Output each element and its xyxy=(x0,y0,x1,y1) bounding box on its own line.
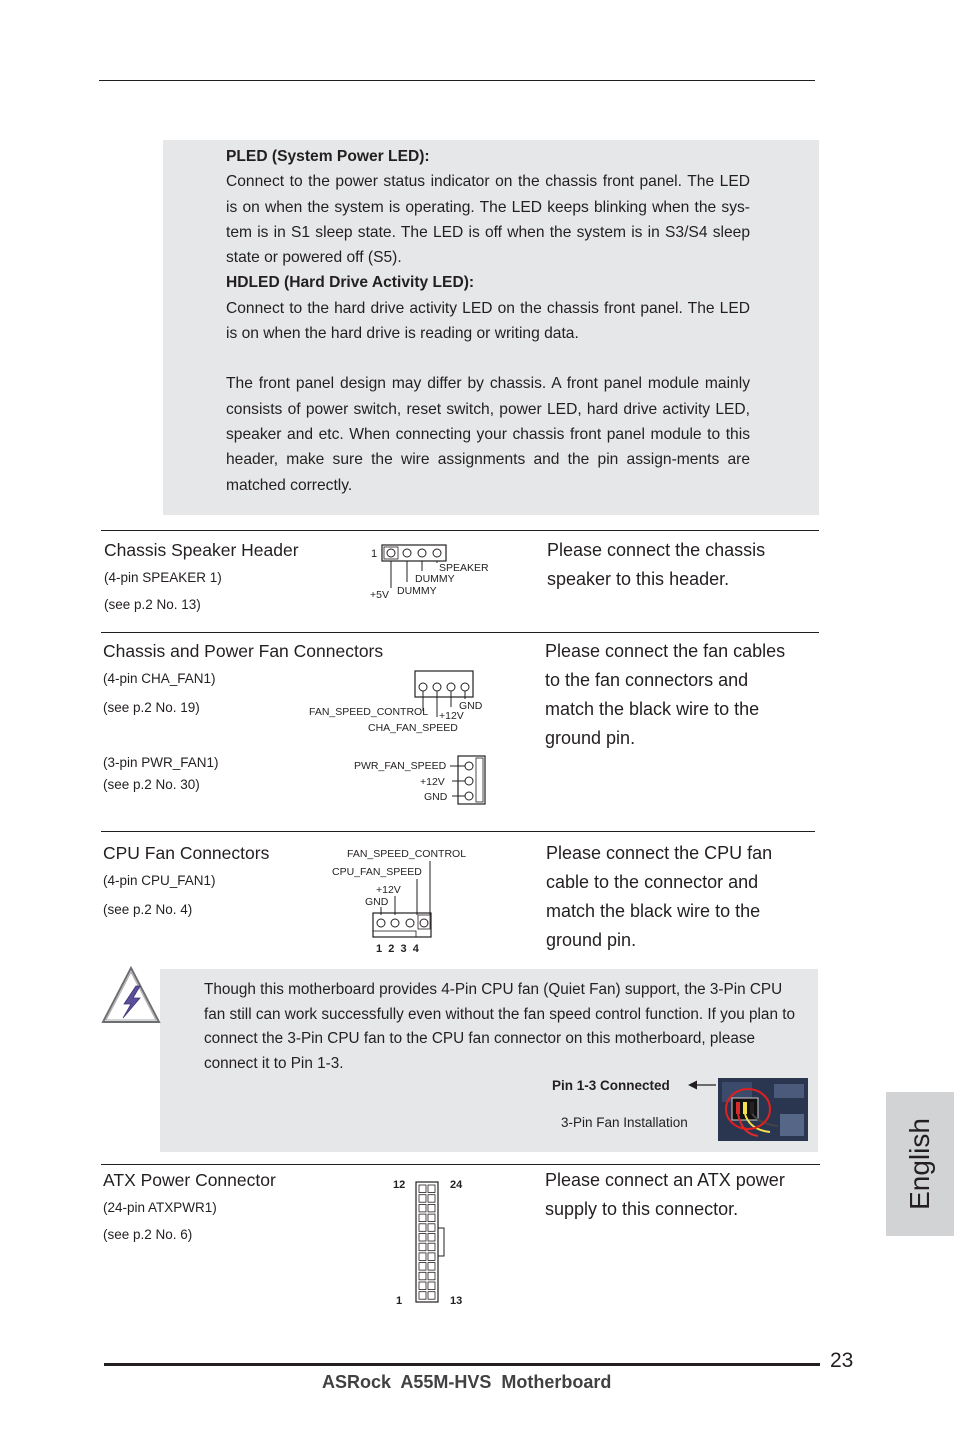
cha-fan-diagram xyxy=(305,665,500,737)
pwr-fan-speed-label: PWR_FAN_SPEED xyxy=(354,760,447,772)
atx-pin13-label: 13 xyxy=(450,1295,463,1307)
hdled-title: HDLED (Hard Drive Activity LED): xyxy=(226,274,475,292)
fans-desc-line1: Please connect the fan cables xyxy=(545,641,786,661)
atx-pin xyxy=(419,1292,426,1300)
atx-pin xyxy=(419,1282,426,1290)
speaker-5v-label: +5V xyxy=(370,589,389,601)
cpu-fan-diagram xyxy=(328,843,473,958)
speaker-pin-label: (4-pin SPEAKER 1) xyxy=(104,570,222,585)
atx-title: ATX Power Connector xyxy=(103,1170,276,1190)
page-number: 23 xyxy=(830,1349,854,1372)
module-text: The front panel design may differ by chassis. A front panel module mainly consists of power switch, reset switch, power LED, hard drive activity LED, speaker and etc. When connecting your chassis front panel module to this header, make sure the wire assignments and the pin assign-ments are matched correctly. xyxy=(226,375,750,494)
fans-desc-line3: match the black wire to the xyxy=(545,699,760,719)
speaker-header-diagram xyxy=(365,540,500,605)
speaker-top-rule xyxy=(101,530,819,531)
cpu-fan-title: CPU Fan Connectors xyxy=(103,843,270,863)
speaker-ref: (see p.2 No. 13) xyxy=(104,597,201,612)
atx-pin xyxy=(428,1263,435,1271)
atx-pin xyxy=(419,1214,426,1222)
language-tab xyxy=(886,1092,954,1236)
pled-title: PLED (System Power LED): xyxy=(226,148,430,165)
atx-pin xyxy=(419,1195,426,1203)
speaker-description xyxy=(547,536,765,594)
cpu-fan-note-text: Though this motherboard provides 4-Pin CPU fan (Quiet Fan) support, the 3-Pin CPU fan still can work successfully even without the fan speed control function. If you plan to connect the 3-Pin CPU fan to the CPU fan connector on this motherboard, please connect it to Pin 1-3. xyxy=(204,981,795,1072)
pwr-fan-pin-label: (3-pin PWR_FAN1) xyxy=(103,755,219,770)
cha-fan-12v-label: +12V xyxy=(439,710,464,722)
cpu-fan-control-label: FAN_SPEED_CONTROL xyxy=(347,848,467,860)
fans-description xyxy=(545,637,785,753)
footer-title: ASRock A55M-HVS Motherboard xyxy=(322,1372,612,1392)
cpu-fan-gnd-label: GND xyxy=(365,896,389,908)
cha-fan-control-label: FAN_SPEED_CONTROL xyxy=(309,706,429,718)
fans-desc-line2: to the fan connectors and xyxy=(545,670,749,690)
speaker-desc-line2: speaker to this header. xyxy=(547,569,730,589)
language-tab-label: English xyxy=(904,1118,935,1210)
atx-pin xyxy=(428,1185,435,1193)
pwr-fan-12v-label: +12V xyxy=(420,776,445,788)
speaker-pin1-label: 1 xyxy=(371,548,378,560)
cha-fan-ref: (see p.2 No. 19) xyxy=(103,700,200,715)
atx-pin-label: (24-pin ATXPWR1) xyxy=(103,1200,217,1215)
speaker-dummy2-label: DUMMY xyxy=(397,585,437,597)
cha-fan-gnd-label: GND xyxy=(459,700,483,712)
fans-title: Chassis and Power Fan Connectors xyxy=(103,641,384,661)
top-rule xyxy=(99,80,815,81)
front-panel-notes xyxy=(226,144,750,498)
atx-pin xyxy=(419,1185,426,1193)
atx-pin xyxy=(428,1282,435,1290)
fan-install-caption: 3-Pin Fan Installation xyxy=(561,1115,688,1130)
atx-pin xyxy=(419,1272,426,1280)
atx-pin xyxy=(419,1263,426,1271)
cpu-fan-desc-line4: ground pin. xyxy=(546,930,637,950)
atx-pin xyxy=(428,1234,435,1242)
atx-pin xyxy=(428,1224,435,1232)
cha-fan-pin-label: (4-pin CHA_FAN1) xyxy=(103,671,216,686)
cpu-fan-desc-line3: match the black wire to the xyxy=(546,901,761,921)
atx-top-rule xyxy=(101,1164,820,1165)
fans-top-rule xyxy=(101,632,819,633)
pwr-fan-ref: (see p.2 No. 30) xyxy=(103,777,200,792)
atx-pin-grid xyxy=(419,1185,435,1299)
cpu-fan-12v-label: +12V xyxy=(376,884,401,896)
speaker-desc-line1: Please connect the chassis xyxy=(547,540,766,560)
footer-rule xyxy=(104,1363,820,1366)
cpu-fan-top-rule xyxy=(101,831,815,832)
fans-desc-line4: ground pin. xyxy=(545,728,636,748)
cpu-fan-description xyxy=(546,839,772,955)
cpu-fan-pin-numbers: 1 2 3 4 xyxy=(376,943,419,955)
atx-description xyxy=(545,1166,785,1224)
cpu-fan-desc-line2: cable to the connector and xyxy=(546,872,759,892)
warning-icon xyxy=(100,966,162,1026)
cpu-fan-pin-label: (4-pin CPU_FAN1) xyxy=(103,873,216,888)
cpu-fan-desc-line1: Please connect the CPU fan xyxy=(546,843,773,863)
pled-text: Connect to the power status indicator on the chassis front panel. The LED is on when the system is operating. The LED keeps blinking when the sys-tem is in S1 sleep state. The LED is off when the system is in S3/S4 sleep state or powered off (S5). xyxy=(226,173,750,267)
cpu-fan-ref: (see p.2 No. 4) xyxy=(103,902,193,917)
speaker-speaker-label: SPEAKER xyxy=(439,562,489,574)
atx-desc-line1: Please connect an ATX power xyxy=(545,1170,785,1190)
pin-connected-label: Pin 1-3 Connected xyxy=(552,1078,670,1093)
speaker-dummy1-label: DUMMY xyxy=(415,573,455,585)
atx-desc-line2: supply to this connector. xyxy=(545,1199,739,1219)
atx-pin xyxy=(428,1272,435,1280)
atx-pin xyxy=(419,1243,426,1251)
pwr-fan-diagram xyxy=(350,752,490,808)
atx-pin12-label: 12 xyxy=(393,1179,406,1191)
atx-pin xyxy=(419,1224,426,1232)
atx-pin xyxy=(419,1253,426,1261)
atx-pin xyxy=(428,1204,435,1212)
cha-fan-speed-label: CHA_FAN_SPEED xyxy=(368,722,458,734)
atx-pin xyxy=(419,1204,426,1212)
arrow-left-icon xyxy=(687,1079,717,1091)
atx-pin xyxy=(428,1253,435,1261)
atx-pin xyxy=(428,1292,435,1300)
speaker-title: Chassis Speaker Header xyxy=(104,540,299,560)
atx-pin xyxy=(428,1214,435,1222)
atx-pin24-label: 24 xyxy=(450,1179,463,1191)
atx-ref: (see p.2 No. 6) xyxy=(103,1227,193,1242)
atx-pin xyxy=(428,1195,435,1203)
atx-pin xyxy=(419,1234,426,1242)
pwr-fan-gnd-label: GND xyxy=(424,791,448,803)
atx-connector-diagram xyxy=(388,1172,472,1308)
cpu-fan-speed-label: CPU_FAN_SPEED xyxy=(332,866,422,878)
atx-pin1-label: 1 xyxy=(396,1295,403,1307)
hdled-text: Connect to the hard drive activity LED on the chassis front panel. The LED is on when the hard drive is reading or writing data. xyxy=(226,299,750,343)
atx-pin xyxy=(428,1243,435,1251)
fan-installation-photo xyxy=(718,1078,808,1141)
